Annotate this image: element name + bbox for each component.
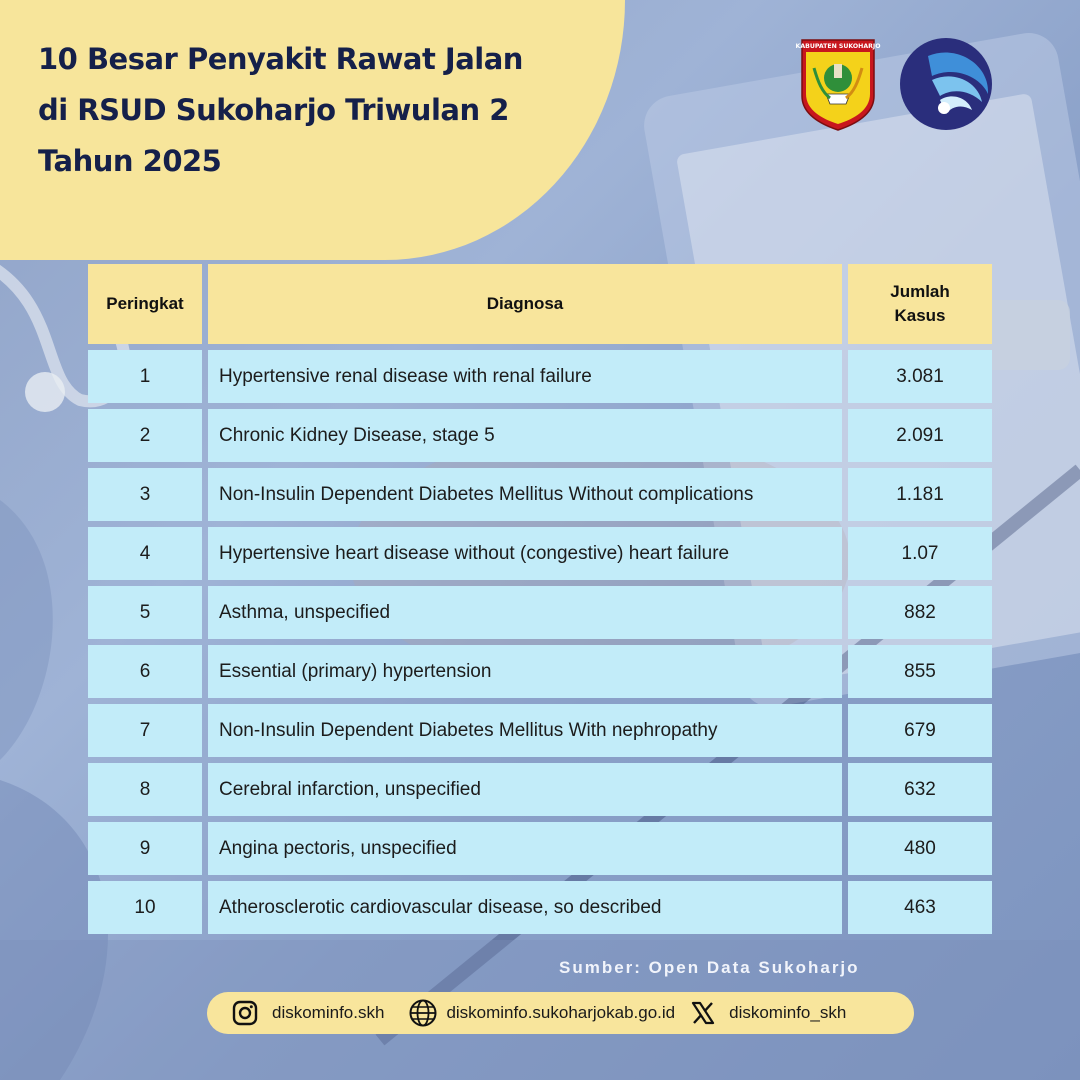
x-logo-icon xyxy=(691,1001,715,1025)
row-count: 480 xyxy=(848,822,992,875)
kabupaten-sukoharjo-emblem-icon xyxy=(795,38,881,132)
source-note: Sumber: Open Data Sukoharjo xyxy=(559,958,860,977)
row-diagnosis: Angina pectoris, unspecified xyxy=(208,822,842,875)
row-count: 882 xyxy=(848,586,992,639)
table-row xyxy=(88,704,992,757)
row-count: 3.081 xyxy=(848,350,992,403)
row-diagnosis: Non-Insulin Dependent Diabetes Mellitus With nephropathy xyxy=(208,704,842,757)
header-count xyxy=(848,264,992,344)
header-diagnosis: Diagnosa xyxy=(208,264,842,344)
row-count: 1.07 xyxy=(848,527,992,580)
row-rank: 8 xyxy=(88,763,202,816)
table-row xyxy=(88,468,992,521)
x-handle: diskominfo_skh xyxy=(729,1003,847,1022)
title-line-2: di RSUD Sukoharjo Triwulan 2 xyxy=(38,93,509,127)
row-rank: 10 xyxy=(88,881,202,934)
row-rank: 3 xyxy=(88,468,202,521)
row-rank: 4 xyxy=(88,527,202,580)
header-rank: Peringkat xyxy=(88,264,202,344)
row-rank: 9 xyxy=(88,822,202,875)
row-diagnosis: Essential (primary) hypertension xyxy=(208,645,842,698)
row-rank: 7 xyxy=(88,704,202,757)
instagram-handle: diskominfo.skh xyxy=(272,1003,385,1022)
row-diagnosis: Hypertensive heart disease without (congestive) heart failure xyxy=(208,527,842,580)
table-row xyxy=(88,527,992,580)
table-row xyxy=(88,645,992,698)
table-row xyxy=(88,822,992,875)
table-row xyxy=(88,409,992,462)
disease-ranking-table xyxy=(88,264,992,940)
row-diagnosis: Asthma, unspecified xyxy=(208,586,842,639)
title-line-3: Tahun 2025 xyxy=(38,144,222,178)
kabupaten-logo-text: KABUPATEN SUKOHARJO xyxy=(795,43,881,50)
row-count: 2.091 xyxy=(848,409,992,462)
table-header-row xyxy=(88,264,992,344)
kominfo-logo-icon xyxy=(898,36,994,132)
row-count: 632 xyxy=(848,763,992,816)
row-diagnosis: Cerebral infarction, unspecified xyxy=(208,763,842,816)
row-rank: 6 xyxy=(88,645,202,698)
row-count: 463 xyxy=(848,881,992,934)
footer-instagram[interactable] xyxy=(232,1000,384,1026)
footer-x[interactable] xyxy=(691,1001,846,1025)
row-count: 1.181 xyxy=(848,468,992,521)
row-diagnosis: Non-Insulin Dependent Diabetes Mellitus Without complications xyxy=(208,468,842,521)
row-rank: 5 xyxy=(88,586,202,639)
footer-website[interactable] xyxy=(408,998,675,1028)
row-diagnosis: Hypertensive renal disease with renal failure xyxy=(208,350,842,403)
row-rank: 2 xyxy=(88,409,202,462)
row-count: 855 xyxy=(848,645,992,698)
table-row xyxy=(88,350,992,403)
footer-contact-bar xyxy=(207,992,914,1034)
table-row xyxy=(88,763,992,816)
table-row xyxy=(88,881,992,934)
page-title xyxy=(38,34,558,187)
row-rank: 1 xyxy=(88,350,202,403)
row-count: 679 xyxy=(848,704,992,757)
row-diagnosis: Atherosclerotic cardiovascular disease, so described xyxy=(208,881,842,934)
table-row xyxy=(88,586,992,639)
website-url: diskominfo.sukoharjokab.go.id xyxy=(446,1003,676,1022)
header-count-label: Jumlah Kasus xyxy=(890,282,950,325)
globe-icon xyxy=(408,998,438,1028)
table-body xyxy=(88,350,992,934)
row-diagnosis: Chronic Kidney Disease, stage 5 xyxy=(208,409,842,462)
title-line-1: 10 Besar Penyakit Rawat Jalan xyxy=(38,42,523,76)
instagram-icon xyxy=(232,1000,258,1026)
